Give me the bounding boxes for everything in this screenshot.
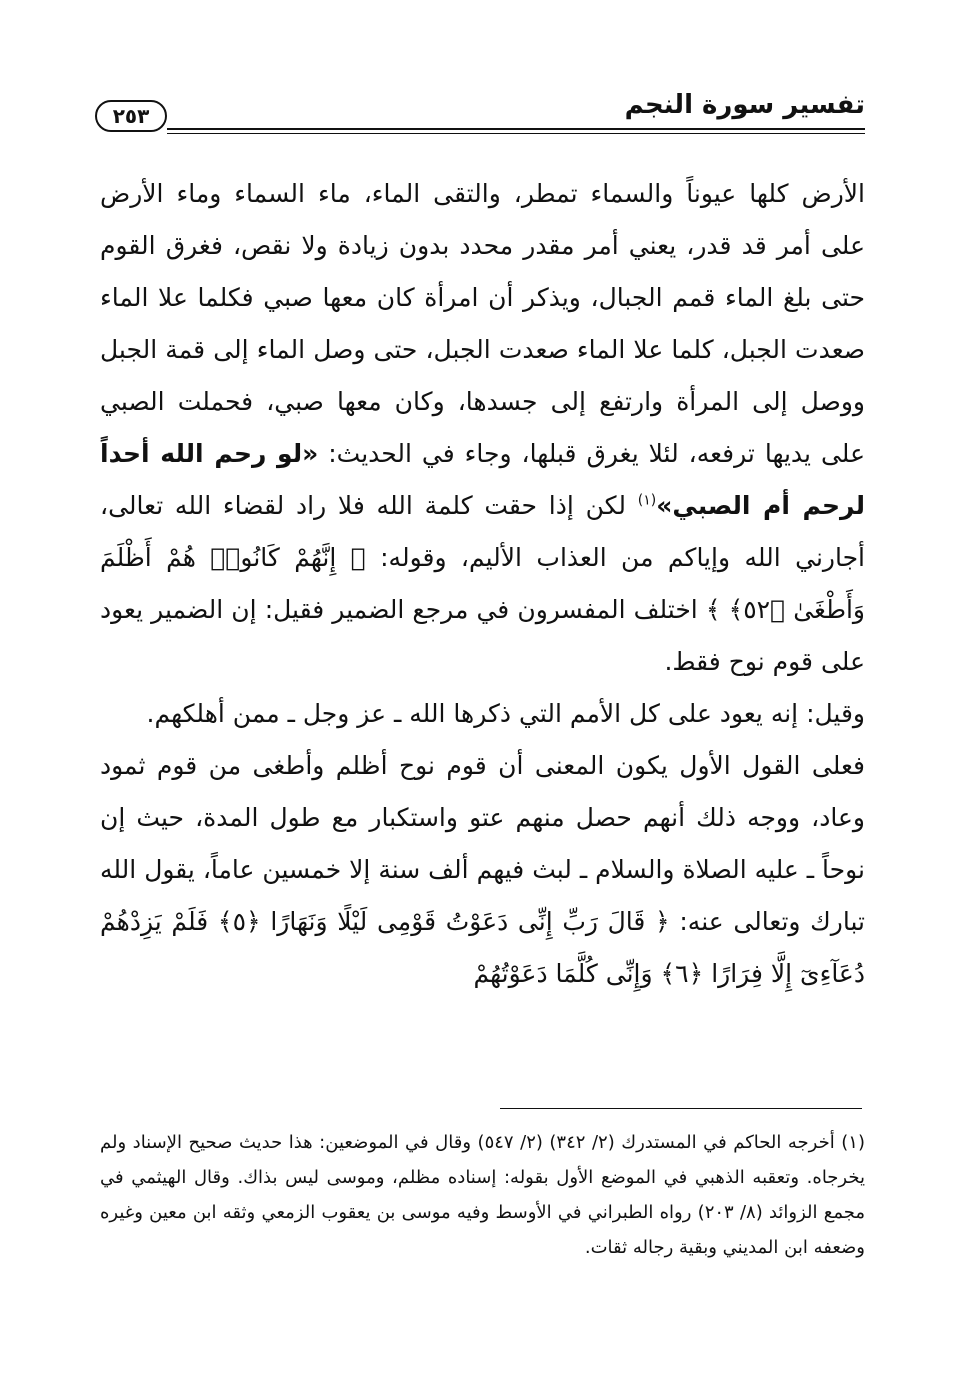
quran-verse: ﴿ إِنَّهُمْ كَانُوا۟ هُمْ أَظْلَمَ وَأَطْغَىٰ ﴿٥٢﴾ ﴾ bbox=[100, 543, 866, 624]
page-header bbox=[95, 90, 865, 140]
paragraph-3 bbox=[100, 740, 865, 1000]
paragraph-1-part-c: اختلف المفسرون في مرجع الضمير فقيل: إن الضمير يعود على قوم نوح فقط. bbox=[100, 595, 865, 676]
main-text bbox=[100, 168, 865, 1000]
paragraph-1-part-b: لكن إذا حقت كلمة الله فلا راد لقضاء الله تعالى، أجارني الله وإياكم من العذاب الأليم، وقوله: bbox=[100, 491, 865, 572]
hadith-quote: «لو رحم الله أحداً لرحم أم الصبي» bbox=[100, 439, 865, 520]
footnotes bbox=[100, 1125, 865, 1265]
footnote-rule bbox=[500, 1108, 862, 1109]
paragraph-2 bbox=[100, 688, 865, 740]
paragraph-3-part-a: فعلى القول الأول يكون المعنى أن قوم نوح أظلم وأطغى من قوم ثمود وعاد، ووجه ذلك أنهم حصل منهم عتو واستكبار مع طول المدة، حيث إن نوحاً ـ عليه الصلاة والسلام ـ لبث فيهم ألف سنة إلا خمسين عاماً، يقول الله تبارك وتعالى عنه: bbox=[100, 751, 865, 936]
footnote-marker: (١) bbox=[637, 492, 657, 509]
paragraph-1 bbox=[100, 168, 865, 688]
footnote-1: (١) أخرجه الحاكم في المستدرك (٢/ ٣٤٢) (٢/ ٥٤٧) وقال في الموضعين: هذا حديث صحيح الإسناد ولم يخرجاه. وتعقبه الذهبي في الموضع الأول بقوله: إسناده مظلم، وموسى ليس بذاك. وقال الهيثمي في مجمع الزوائد (٨/ ٢٠٣) رواه الطبراني في الأوسط وفيه موسى بن يعقوب الزمعي وثقه ابن معين وغيره وضعفه ابن المديني وبقية رجاله ثقات. bbox=[100, 1132, 865, 1258]
running-title: تفسير سورة النجم bbox=[624, 90, 865, 120]
quran-verse: ﴿ قَالَ رَبِّ إِنِّى دَعَوْتُ قَوْمِى لَيْلًا وَنَهَارًا ﴿٥﴾ فَلَمْ يَزِدْهُمْ دُعَآءِىٓ إِلَّا فِرَارًا ﴿٦﴾ وَإِنِّى كُلَّمَا دَعَوْتُهُمْ bbox=[100, 907, 865, 988]
header-rule bbox=[167, 128, 865, 134]
page-number: ٢٥٣ bbox=[95, 100, 167, 132]
paragraph-2-text: وقيل: إنه يعود على كل الأمم التي ذكرها الله ـ عز وجل ـ ممن أهلكهم. bbox=[146, 699, 865, 728]
paragraph-1-part-a: الأرض كلها عيوناً والسماء تمطر، والتقى الماء، ماء السماء وماء الأرض على أمر قد قدر، يعني أمر مقدر محدد بدون زيادة ولا نقص، فغرق القوم حتى بلغ الماء قمم الجبال، ويذكر أن امرأة كان معها صبي فكلما علا الماء صعدت الجبل، كلما علا الماء صعدت الجبل، حتى وصل الماء إلى قمة الجبل ووصل إلى المرأة وارتفع إلى جسدها، وكان معها صبي، فحملت الصبي على يديها ترفعه، لئلا يغرق قبلها، وجاء في الحديث: bbox=[100, 179, 865, 468]
